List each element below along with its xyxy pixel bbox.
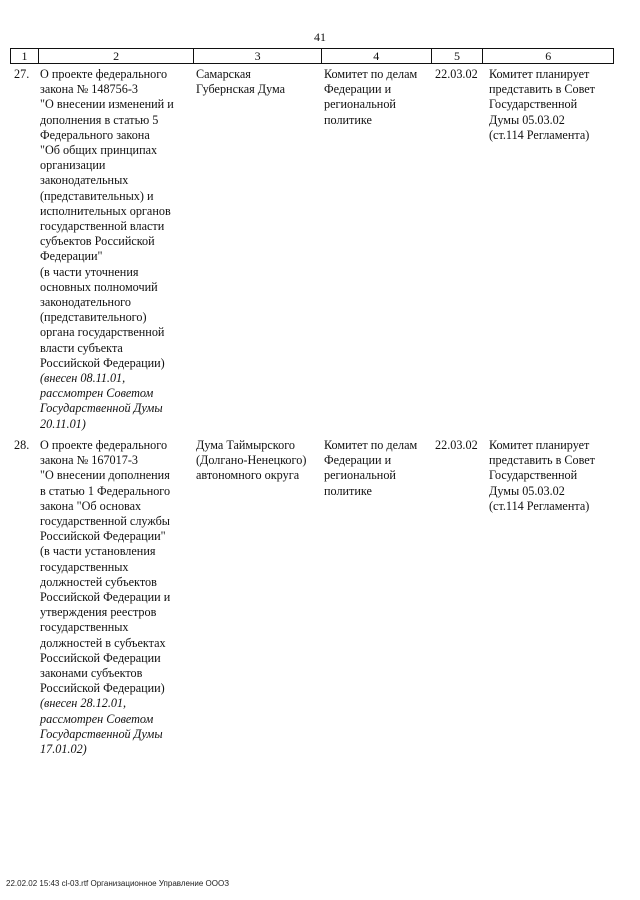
header-cell-1: 1 bbox=[11, 49, 39, 63]
text-line: (в части установления bbox=[40, 544, 156, 559]
text-line: (Долгано-Ненецкого) bbox=[196, 453, 307, 468]
responsible-committee bbox=[324, 67, 436, 128]
text-line: Комитет планирует bbox=[489, 67, 590, 81]
text-line: закона № 148756-3 bbox=[40, 82, 138, 97]
text-line: Федерального закона bbox=[40, 127, 150, 142]
text-line: должностей в субъектах bbox=[40, 635, 166, 650]
text-line: Дума Таймырского bbox=[196, 438, 295, 452]
text-line: региональной bbox=[324, 468, 396, 483]
text-line: (представительных) и bbox=[40, 188, 154, 203]
text-line: Российской Федерации и bbox=[40, 590, 171, 605]
text-line: законами субъектов bbox=[40, 666, 143, 681]
text-line: О проекте федерального bbox=[40, 67, 168, 81]
text-line: "Об общих принципах bbox=[40, 143, 158, 158]
text-line: Самарская bbox=[196, 67, 251, 81]
bill-author bbox=[196, 438, 326, 484]
text-line: рассмотрен Советом bbox=[40, 386, 154, 401]
text-line: "О внесении изменений и bbox=[40, 97, 174, 112]
text-line: Думы 05.03.02 bbox=[489, 483, 565, 498]
text-line: (ст.114 Регламента) bbox=[489, 498, 590, 513]
text-line: закона "Об основах bbox=[40, 498, 142, 513]
text-line: органа государственной bbox=[40, 325, 165, 340]
text-line: 20.11.01) bbox=[40, 416, 86, 431]
text-line: автономного округа bbox=[196, 468, 300, 483]
text-line: (в части уточнения bbox=[40, 264, 139, 279]
title-lines bbox=[40, 67, 196, 371]
text-line: (ст.114 Регламента) bbox=[489, 127, 590, 142]
text-line: законодательных bbox=[40, 173, 129, 188]
text-line: Государственной bbox=[489, 97, 578, 112]
submission-note bbox=[40, 371, 196, 432]
text-line: основных полномочий bbox=[40, 279, 158, 294]
text-line: государственных bbox=[40, 620, 129, 635]
text-line: региональной bbox=[324, 97, 396, 112]
text-line: (внесен 08.11.01, bbox=[40, 371, 126, 386]
bill-title bbox=[40, 67, 196, 432]
text-line: исполнительных органов bbox=[40, 203, 171, 218]
text-line: законодательного bbox=[40, 295, 131, 310]
text-line: закона № 167017-3 bbox=[40, 453, 138, 468]
committee-plan bbox=[489, 438, 613, 514]
text-line: Российской Федерации bbox=[40, 650, 161, 665]
header-cell-2: 2 bbox=[39, 49, 194, 63]
text-line: дополнения в статью 5 bbox=[40, 112, 159, 127]
page-number: 41 bbox=[314, 30, 326, 44]
header-cell-3: 3 bbox=[194, 49, 322, 63]
text-line: (внесен 28.12.01, bbox=[40, 696, 127, 711]
text-line: власти субъекта bbox=[40, 340, 123, 355]
text-line: организации bbox=[40, 158, 106, 173]
entry-date: 22.03.02 bbox=[435, 438, 478, 452]
text-line: в статью 1 Федерального bbox=[40, 483, 171, 498]
text-line: государственной службы bbox=[40, 514, 170, 529]
text-line: должностей субъектов bbox=[40, 574, 157, 589]
text-line: государственных bbox=[40, 559, 129, 574]
entry-number: 28. bbox=[14, 438, 30, 452]
text-line: Губернская Дума bbox=[196, 82, 286, 97]
text-line: представить в Совет bbox=[489, 82, 596, 97]
entry-date: 22.03.02 bbox=[435, 67, 478, 81]
table-header-row bbox=[10, 48, 614, 64]
header-cell-4: 4 bbox=[322, 49, 432, 63]
text-line: Российской Федерации) bbox=[40, 355, 165, 370]
text-line: утверждения реестров bbox=[40, 605, 157, 620]
text-line: Государственной Думы bbox=[40, 726, 163, 741]
text-line: О проекте федерального bbox=[40, 438, 168, 452]
header-cell-6: 6 bbox=[545, 49, 552, 63]
text-line: Комитет по делам bbox=[324, 438, 418, 452]
text-line: "О внесении дополнения bbox=[40, 468, 170, 483]
footer-print-info: 22.02.02 15:43 cl-03.rtf Организационное Управление ОООЗ bbox=[6, 879, 230, 888]
entry-number: 27. bbox=[14, 67, 30, 81]
text-line: субъектов Российской bbox=[40, 234, 155, 249]
text-line: Государственной Думы bbox=[40, 401, 163, 416]
text-line: рассмотрен Советом bbox=[40, 711, 154, 726]
responsible-committee bbox=[324, 438, 436, 499]
text-line: Думы 05.03.02 bbox=[489, 112, 565, 127]
text-line: Государственной bbox=[489, 468, 578, 483]
text-line: Комитет по делам bbox=[324, 67, 418, 81]
bill-title bbox=[40, 438, 196, 757]
text-line: Комитет планирует bbox=[489, 438, 590, 452]
title-lines bbox=[40, 438, 196, 696]
text-line: представить в Совет bbox=[489, 453, 596, 468]
text-line: Федерации и bbox=[324, 82, 392, 97]
text-line: политике bbox=[324, 483, 372, 498]
submission-note bbox=[40, 696, 196, 757]
text-line: Российской Федерации) bbox=[40, 681, 165, 696]
text-line: Федерации" bbox=[40, 249, 103, 264]
text-line: (представительного) bbox=[40, 310, 147, 325]
text-line: политике bbox=[324, 112, 372, 127]
text-line: Российской Федерации" bbox=[40, 529, 166, 544]
text-line: государственной власти bbox=[40, 219, 165, 234]
header-cell-5: 5 bbox=[432, 49, 484, 63]
text-line: Федерации и bbox=[324, 453, 392, 468]
text-line: 17.01.02) bbox=[40, 742, 87, 757]
committee-plan bbox=[489, 67, 613, 143]
bill-author bbox=[196, 67, 326, 97]
